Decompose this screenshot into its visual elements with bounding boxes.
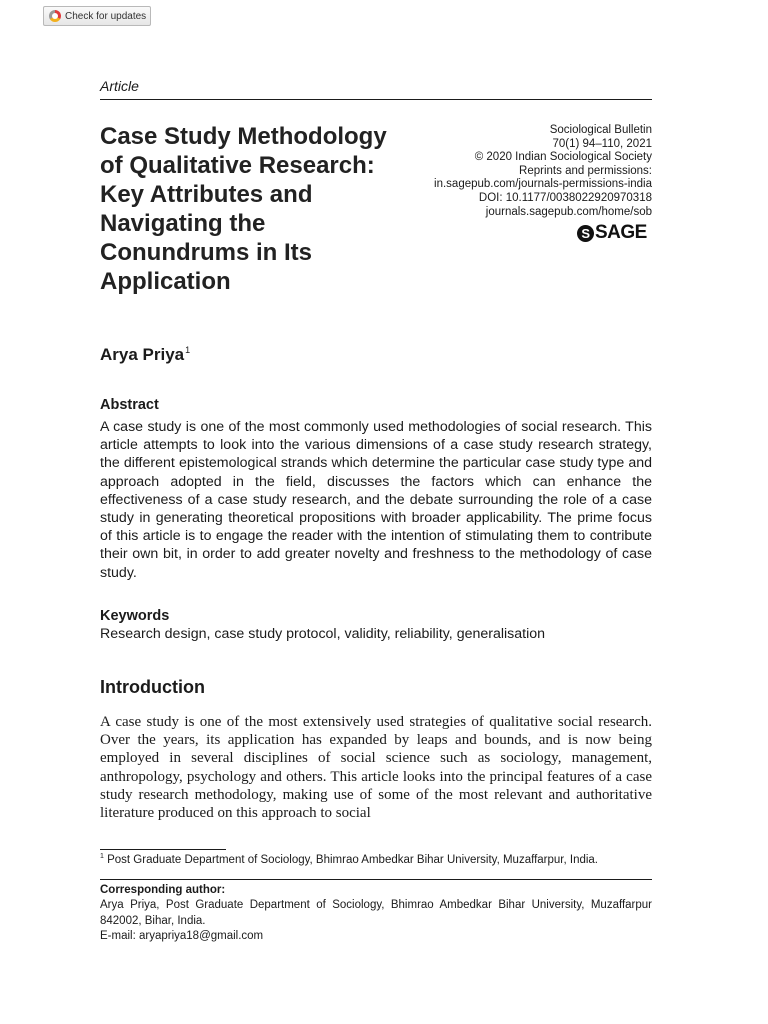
header-rule bbox=[100, 99, 652, 100]
keywords-text: Research design, case study protocol, validity, reliability, generalisation bbox=[100, 626, 546, 642]
title-line: Case Study Methodology bbox=[100, 123, 387, 150]
abstract-heading: Abstract bbox=[100, 397, 159, 413]
title-line: Key Attributes and bbox=[100, 181, 313, 208]
author-affiliation-mark: 1 bbox=[185, 345, 191, 356]
keywords-heading: Keywords bbox=[100, 608, 170, 624]
reprints-label: Reprints and permissions: bbox=[519, 164, 652, 177]
journal-name: Sociological Bulletin bbox=[549, 124, 652, 136]
abstract-text: A case study is one of the most commonly used methodologies of social research. This article attempts to look into the various dimensions of a case study research strategy, the different epistemological strands which determine the particular case study type and approach adopted in the field, discusses the factors which can enhance the effectiveness of a case study research, and the debate surrounding the role of a case study in generating theoretical propositions with broader applicability. The prime focus of this article is to engage the reader with the intention of stimulating them to contribute their own bit, in order to add greater novelty and freshness to the methodology of case study. bbox=[100, 419, 652, 581]
corresponding-rule bbox=[100, 879, 652, 880]
journal-meta bbox=[434, 124, 652, 219]
introduction-heading: Introduction bbox=[100, 677, 205, 697]
check-for-updates-label: Check for updates bbox=[65, 10, 147, 22]
journal-copyright: © 2020 Indian Sociological Society bbox=[474, 151, 652, 164]
corresponding-label: Corresponding author: bbox=[100, 884, 226, 896]
publisher-name: SAGE bbox=[595, 222, 647, 243]
article-type-label: Article bbox=[100, 78, 139, 94]
title-line: Conundrums in Its bbox=[100, 239, 312, 266]
sage-logo bbox=[577, 222, 647, 244]
check-for-updates-badge[interactable] bbox=[43, 6, 151, 26]
permissions-link[interactable]: in.sagepub.com/journals-permissions-india bbox=[434, 178, 652, 191]
crossmark-icon bbox=[49, 10, 61, 22]
corresponding-address: Arya Priya, Post Graduate Department of Sociology, Bhimrao Ambedkar Bihar University, Muzaffarpur 842002, Bihar, India. bbox=[100, 899, 652, 927]
title-line: of Qualitative Research: bbox=[100, 152, 375, 179]
footnote bbox=[100, 853, 598, 866]
doi-link[interactable]: DOI: 10.1177/0038022920970318 bbox=[478, 191, 652, 204]
corresponding-author-block bbox=[100, 883, 652, 945]
article-title bbox=[100, 122, 430, 296]
author-name: Arya Priya bbox=[100, 345, 185, 364]
corresponding-email[interactable]: E-mail: aryapriya18@gmail.com bbox=[100, 930, 264, 943]
footnote-rule bbox=[100, 849, 226, 850]
title-line: Navigating the bbox=[100, 210, 266, 237]
journal-home-link[interactable]: journals.sagepub.com/home/sob bbox=[485, 205, 652, 218]
introduction-text: A case study is one of the most extensively used strategies of qualitative social research. Over the years, its application has expanded by leaps and bounds, and is now being employed in several disciplines of social science such as sociology, management, anthropology, psychology and others. This article looks into the principal features of a case study research methodology, making use of some of the most relevant and authoritative literature produced on this approach to social bbox=[100, 714, 652, 821]
journal-issue: 70(1) 94–110, 2021 bbox=[552, 137, 652, 150]
footnote-text: Post Graduate Department of Sociology, Bhimrao Ambedkar Bihar University, Muzaffarpur, India. bbox=[103, 853, 599, 866]
footnote-mark: 1 bbox=[100, 853, 104, 860]
title-line: Application bbox=[100, 268, 231, 295]
sage-logo-icon: S bbox=[577, 225, 594, 242]
author-line bbox=[100, 345, 190, 365]
